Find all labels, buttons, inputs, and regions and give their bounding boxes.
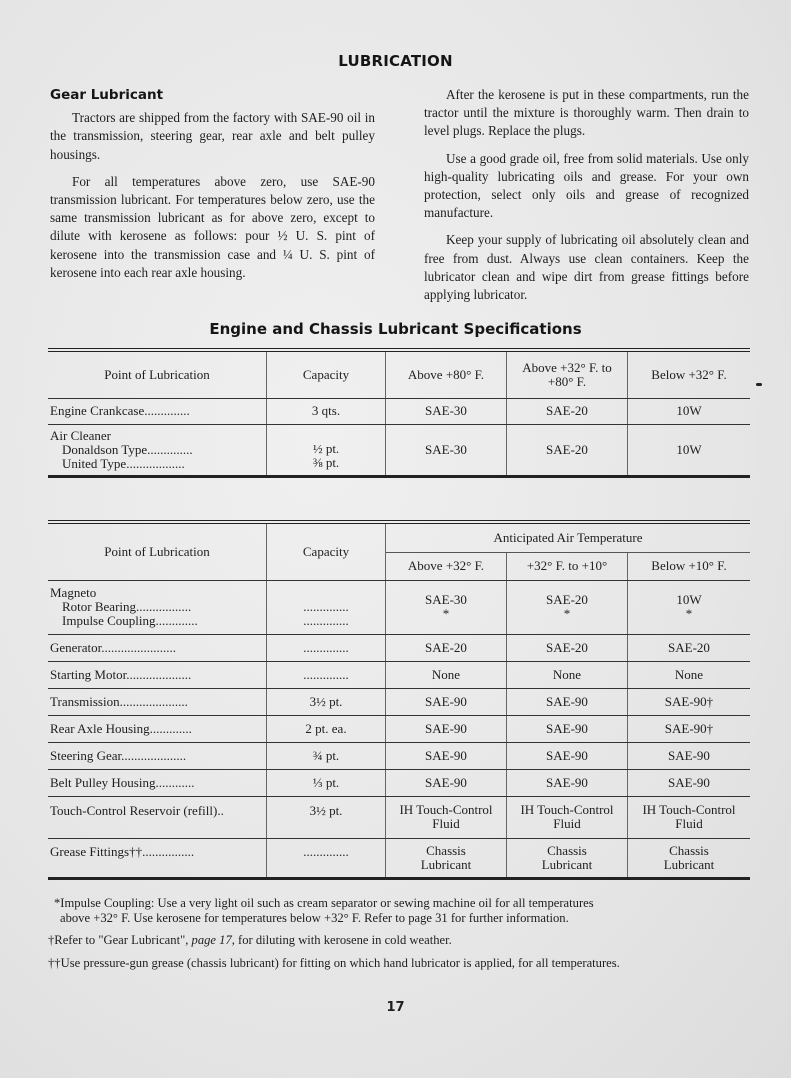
value-cell: SAE-90 [628,769,751,796]
col-header: Point of Lubrication [48,350,267,398]
sub-point: Impulse Coupling............. [62,613,198,628]
footnote-gear-lubricant [48,933,753,948]
specs-title: Engine and Chassis Lubricant Specifications [209,320,582,338]
note-marker: * [563,606,571,621]
paragraph: For all temperatures above zero, use SAE-90 transmission lubricant. For temperatures below zero, use the same transmission lubricant as for above zero, except to dilute with kerosene as follows: pour ½ U. S. pint of kerosene into the transmission case and ¼ U. S. pint of kerosene into each rear axle housing. [50,173,375,280]
footnote-grease-fittings: ††Use pressure-gun grease (chassis lubricant) for fitting on which hand lubricator is applied, for all temperatures. [48,956,620,970]
point-cell: Rear Axle Housing............. [48,715,267,742]
value-cell: SAE-90 [507,715,628,742]
value-cell [507,580,628,634]
value-cell: SAE-90 [628,742,751,769]
table-row [48,661,750,688]
ink-mark [756,383,762,386]
sub-point: Rotor Bearing................. [62,599,192,614]
value-cell [386,580,507,634]
table-row [48,796,750,838]
engine-spec-table [48,348,750,478]
col-header: +32° F. to +10° [507,552,628,580]
group-label: Magneto [50,585,97,600]
table-row [48,838,750,878]
table-header-row [48,350,750,398]
footnote-text: , for diluting with kerosene in cold weather. [231,933,452,947]
point-cell: Touch-Control Reservoir (refill).. [48,796,267,838]
value-cell [628,580,751,634]
page-number: 17 [386,1000,405,1015]
capacity-cell: 3 qts. [267,398,386,424]
capacity-value: .............. [303,598,349,614]
note-marker: * [442,606,450,621]
point-cell: Steering Gear.................... [48,742,267,769]
sub-point: United Type.................. [62,455,185,471]
col-header: Capacity [267,522,386,580]
value-cell: Chassis Lubricant [628,838,751,878]
value: 10W [676,592,702,607]
value-cell: SAE-20 [507,634,628,661]
point-cell [48,424,267,476]
value-cell: None [628,661,751,688]
value: SAE-20 [546,592,588,607]
value-cell: IH Touch-Control Fluid [628,796,751,838]
value-cell: SAE-90 [507,769,628,796]
value-cell: SAE-90 [386,715,507,742]
paragraph: Use a good grade oil, free from solid materials. Use only high-quality lubricating oils and grease. For your own protection, select only oils and grease of recognized manufacture. [424,150,749,221]
value: SAE-30 [425,592,467,607]
capacity-cell: 2 pt. ea. [267,715,386,742]
right-column [424,86,749,313]
footnote-line: *Impulse Coupling: Use a very light oil such as cream separator or sewing machine oil for all temperatures [54,896,594,910]
point-cell: Belt Pulley Housing............ [48,769,267,796]
capacity-value: .............. [303,612,349,628]
table-row [48,715,750,742]
footnote-line: above +32° F. Use kerosene for temperatures below +32° F. Refer to page 31 for further information. [60,911,569,925]
value-cell: SAE-90 [386,688,507,715]
capacity-cell: 3½ pt. [267,796,386,838]
value-cell: SAE-20 [507,398,628,424]
page-title: LUBRICATION [338,52,453,70]
point-cell: Generator....................... [48,634,267,661]
value-cell: None [386,661,507,688]
page-reference: page 17 [191,933,232,947]
value-cell: None [507,661,628,688]
value-cell: IH Touch-Control Fluid [386,796,507,838]
col-header: Below +10° F. [628,552,751,580]
value-cell: SAE-20 [386,634,507,661]
value-cell: SAE-90 [507,688,628,715]
point-cell: Transmission..................... [48,688,267,715]
col-header: Point of Lubrication [48,522,267,580]
capacity-cell: ⅓ pt. [267,769,386,796]
capacity-value: ⅜ pt. [312,455,340,470]
point-cell [48,580,267,634]
col-group-header: Anticipated Air Temperature [386,522,751,552]
col-header: Below +32° F. [628,350,751,398]
paragraph: Keep your supply of lubricating oil absolutely clean and free from dust. Always use clean containers. Keep the lubricator clean and wipe dirt from grease fittings before applying lubricator. [424,232,749,303]
col-header: Capacity [267,350,386,398]
value-cell: Chassis Lubricant [507,838,628,878]
note-marker: * [685,606,693,621]
point-cell: Grease Fittings††................ [48,838,267,878]
capacity-cell [267,424,386,476]
value-cell: SAE-20 [628,634,751,661]
col-header: Above +32° F. [386,552,507,580]
section-heading: Gear Lubricant [50,87,164,103]
value-cell: SAE-90 [386,742,507,769]
table-row [48,424,750,476]
table-row [48,580,750,634]
col-header: Above +80° F. [386,350,507,398]
capacity-cell: .............. [267,838,386,878]
gear-lubricant-section [50,86,375,291]
table-row [48,742,750,769]
capacity-cell: 3½ pt. [267,688,386,715]
value-cell: SAE-90† [628,715,751,742]
point-cell: Starting Motor.................... [48,661,267,688]
value-cell: SAE-90† [628,688,751,715]
value-cell: SAE-90 [507,742,628,769]
point-cell: Engine Crankcase.............. [48,398,267,424]
value-cell: SAE-30 [386,398,507,424]
paragraph: After the kerosene is put in these compartments, run the tractor until the mixture is thoroughly warm. Then drain to level plugs. Replace the plugs. [424,87,749,139]
footnote-impulse-coupling [48,896,753,926]
sub-point: Donaldson Type.............. [62,441,193,457]
footnote-text: †Refer to "Gear Lubricant", [48,933,192,947]
value-cell: 10W [628,424,751,476]
table-header-row [48,522,750,552]
chassis-spec-table [48,520,750,880]
value-cell: IH Touch-Control Fluid [507,796,628,838]
capacity-cell: ¾ pt. [267,742,386,769]
col-header: Above +32° F. to +80° F. [507,350,628,398]
capacity-cell: .............. [267,634,386,661]
value-cell: SAE-20 [507,424,628,476]
table-row [48,634,750,661]
value-cell: Chassis Lubricant [386,838,507,878]
capacity-cell: .............. [267,661,386,688]
paragraph: Tractors are shipped from the factory with SAE-90 oil in the transmission, steering gear, rear axle and belt pulley housings. [50,110,375,162]
group-label: Air Cleaner [50,427,112,443]
value-cell: 10W [628,398,751,424]
capacity-cell [267,580,386,634]
value-cell: SAE-30 [386,424,507,476]
value-cell: SAE-90 [386,769,507,796]
table-row [48,398,750,424]
table-row [48,769,750,796]
table-row [48,688,750,715]
capacity-value: ½ pt. [312,441,340,456]
